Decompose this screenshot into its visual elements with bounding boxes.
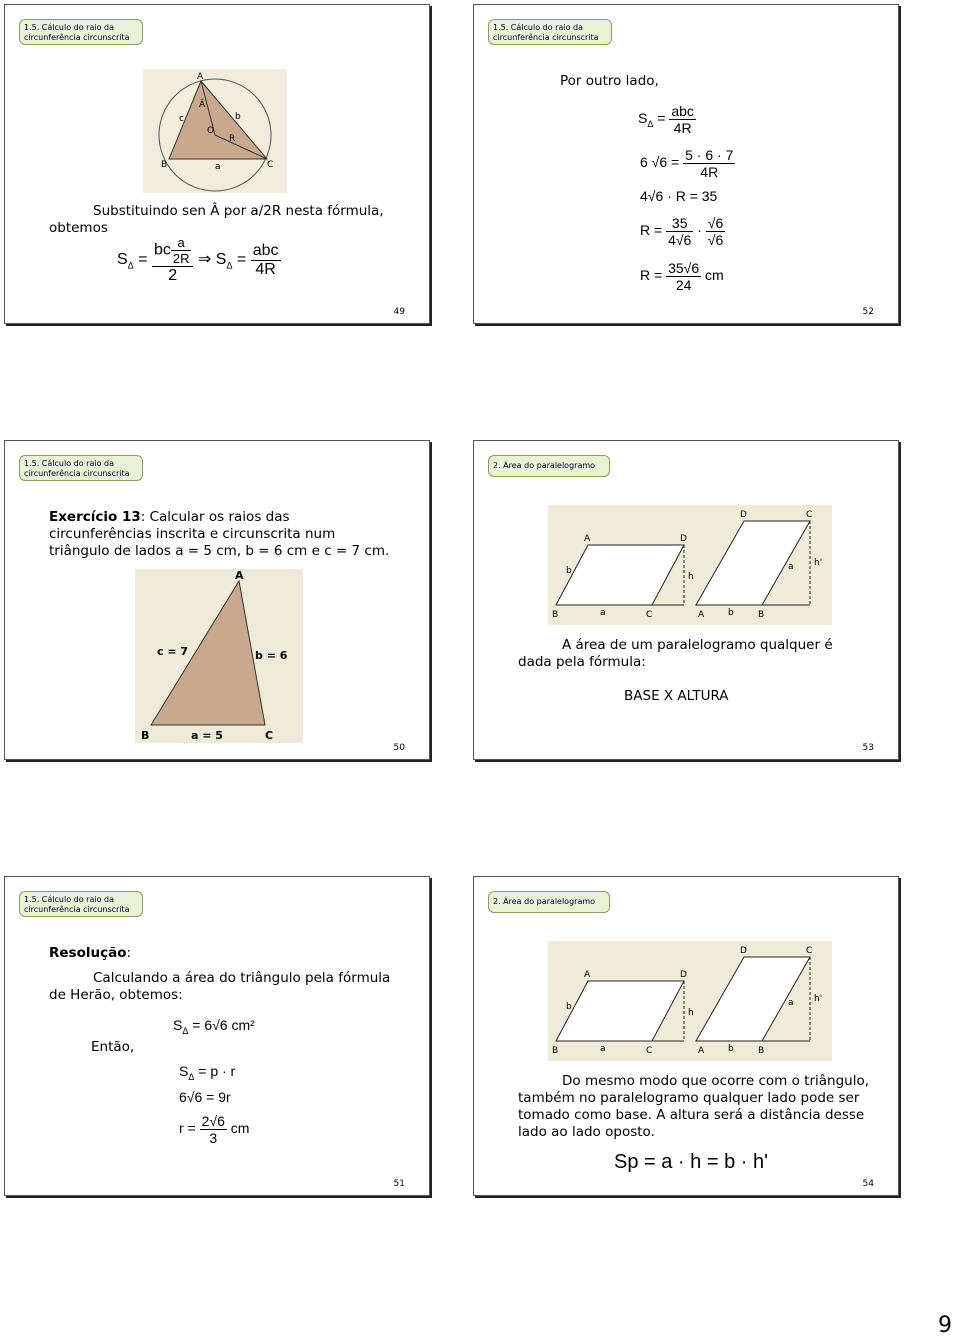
svg-text:A: A [584, 534, 591, 544]
label-A: A [235, 569, 244, 582]
svg-text:h': h' [814, 558, 823, 568]
label-C: C [267, 160, 274, 170]
eq-line-5: R = $\frac{35√6}{24}$ cm [640, 260, 724, 293]
svg-text:h': h' [814, 994, 823, 1004]
formula-text: BASE X ALTURA [624, 688, 729, 704]
exercise-text: Exercício 13: Calcular os raios das circunferências inscrita e circunscrita num triângulo de lados a = 5 cm, b = 6 cm e c = 7 cm. [49, 509, 390, 559]
svg-text:C: C [806, 946, 813, 956]
svg-text:b: b [728, 1044, 734, 1054]
slide-51 [4, 876, 430, 1196]
svg-text:D: D [680, 534, 687, 544]
label-b: b = 6 [255, 649, 288, 662]
slide-54 [473, 876, 899, 1196]
label-Ahat: Â [199, 100, 206, 110]
eq-line-4: R = $\frac{35}{4√6}$ · $\frac{√6}{√6}$ [640, 215, 724, 248]
svg-text:a: a [600, 608, 606, 618]
page-number: 9 [938, 1313, 952, 1338]
slide-header: 1.5. Cálculo do raio da circunferência circunscrita [19, 455, 143, 481]
svg-text:D: D [680, 970, 687, 980]
body-text: A área de um paralelogramo qualquer é dada pela fórmula: [518, 637, 833, 670]
slide-header: 2. Área do paralelogramo [488, 891, 610, 913]
label-c: c = 7 [157, 645, 189, 658]
slide-page-number: 54 [862, 1179, 874, 1189]
label-a: a = 5 [191, 729, 223, 742]
entao-text: Então, [91, 1039, 135, 1055]
label-b: b [235, 112, 241, 122]
svg-text:a: a [788, 562, 794, 572]
body-text-1: Substituindo sen Â por a/2R nesta fórmula, [93, 203, 384, 219]
svg-text:a: a [788, 998, 794, 1008]
eq-spr: $S_\Delta = p \cdot r$ [179, 1063, 236, 1082]
slide-49 [4, 4, 430, 324]
formula: $S_\Delta$ = bc $\frac{a}{2R}$ 2 ⇒ $S_\Delta$ = $\frac{\text{abc}}{4R}$ [117, 235, 279, 284]
label-A: A [197, 72, 204, 82]
label-B: B [161, 160, 168, 170]
body-text-2: obtemos [49, 220, 108, 236]
eq-line-2: 6 √6 = $\frac{5 \cdot 6 \cdot 7}{4R}$ [640, 147, 734, 180]
slide-page-number: 51 [393, 1179, 405, 1189]
svg-text:B: B [552, 1046, 559, 1056]
label-R: R [229, 134, 236, 144]
label-c: c [179, 114, 184, 124]
svg-text:h: h [688, 572, 694, 582]
label-O: O [207, 126, 215, 136]
slide-53 [473, 440, 899, 760]
svg-text:C: C [806, 510, 813, 520]
svg-text:A: A [698, 1046, 705, 1056]
slide-header: 1.5. Cálculo do raio da circunferência circunscrita [488, 19, 612, 45]
parallelograms-figure [548, 941, 832, 1061]
svg-text:h: h [688, 1008, 694, 1018]
intro-text: Por outro lado, [560, 73, 659, 89]
svg-text:B: B [758, 1046, 765, 1056]
eq-line-3: 4√6 · R = 35 [640, 188, 718, 204]
formula-sp: Sp = a · h = b · h' [614, 1151, 768, 1173]
slide-50 [4, 440, 430, 760]
slide-header: 1.5. Cálculo do raio da circunferência circunscrita [19, 19, 143, 45]
slide-header: 2. Área do paralelogramo [488, 455, 610, 477]
svg-text:A: A [584, 970, 591, 980]
eq-9r: 6√6 = 9r [179, 1089, 231, 1105]
slide-page-number: 53 [862, 743, 874, 753]
eq-line-1: $S_\Delta$ = $\frac{\text{abc}}{4R}$ [638, 103, 694, 136]
slide-page-number: 52 [862, 307, 874, 317]
slide-header: 1.5. Cálculo do raio da circunferência circunscrita [19, 891, 143, 917]
slide-page-number: 50 [393, 743, 405, 753]
label-a: a [215, 162, 221, 172]
svg-text:C: C [646, 610, 653, 620]
slide-page-number: 49 [393, 307, 405, 317]
svg-text:C: C [646, 1046, 653, 1056]
svg-text:A: A [698, 610, 705, 620]
svg-text:a: a [600, 1044, 606, 1054]
label-B: B [141, 729, 150, 742]
slide-52 [473, 4, 899, 324]
svg-text:b: b [566, 1002, 572, 1012]
triangle-figure [135, 569, 303, 743]
svg-text:D: D [740, 946, 747, 956]
eq-r: r = $\frac{2√6}{3}$ cm [179, 1113, 250, 1146]
eq-area: $S_\Delta = 6√6$ cm² [173, 1017, 255, 1036]
svg-text:B: B [758, 610, 765, 620]
svg-text:b: b [566, 566, 572, 576]
exercise-title: Exercício 13 [49, 509, 141, 525]
svg-text:b: b [728, 608, 734, 618]
svg-text:D: D [740, 510, 747, 520]
svg-text:B: B [552, 610, 559, 620]
body-text: Calculando a área do triângulo pela fórmula de Herão, obtemos: [49, 970, 391, 1003]
resolution-title: Resolução: [49, 945, 132, 961]
parallelograms-figure [548, 505, 832, 625]
body-text: Do mesmo modo que ocorre com o triângulo, também no paralelogramo qualquer lado pode ser tomado como base. A altura será a distância desse lado ao lado oposto. [518, 1073, 870, 1140]
label-C: C [265, 729, 274, 742]
triangle-circle-figure [143, 69, 287, 193]
